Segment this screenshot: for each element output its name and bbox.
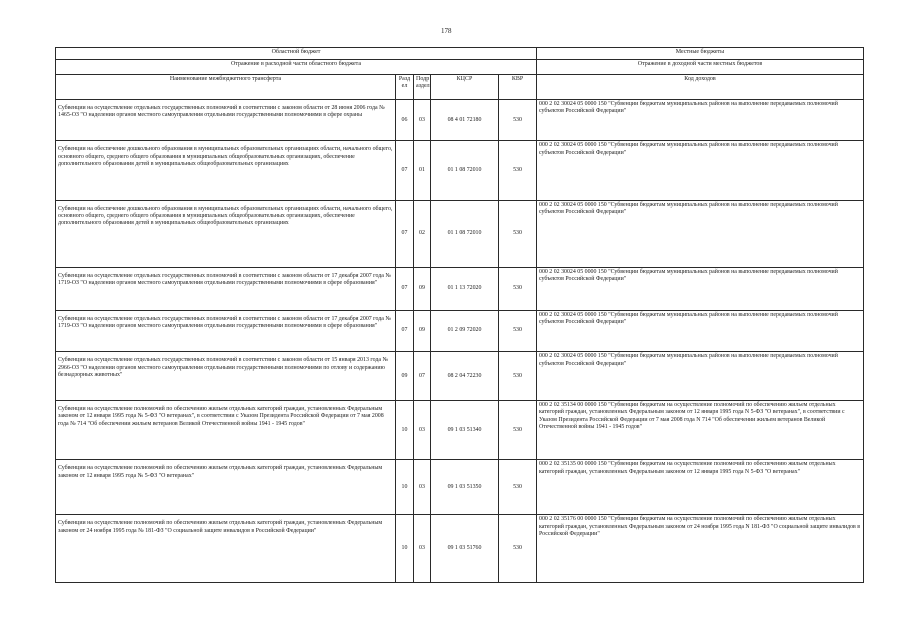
podrazdel-cell: 03 bbox=[414, 401, 431, 460]
kvr-cell: 530 bbox=[499, 310, 537, 352]
podrazdel-cell: 03 bbox=[414, 99, 431, 141]
podrazdel-cell: 09 bbox=[414, 268, 431, 311]
kcsr-cell: 01 1 08 72010 bbox=[431, 200, 499, 268]
transfer-name: Субвенции на осуществление полномочий по обеспечению жильем отдельных категорий граждан, установленных Федеральным законом от 12 января 1995 года № 5-ФЗ "О ветеранах", в соответствии с Указом Президента Российской Федерации от 7 мая 2008 года № 714 "Об обеспечении жильем ветеранов Великой Отечественной войны 1941 - 1945 годов" bbox=[56, 401, 396, 460]
header-row-sections bbox=[56, 60, 864, 75]
podrazdel-cell: 09 bbox=[414, 310, 431, 352]
kvr-cell: 530 bbox=[499, 352, 537, 401]
col-income-code-header: Код доходов bbox=[537, 74, 864, 99]
header-row-budgets bbox=[56, 48, 864, 60]
kvr-cell: 530 bbox=[499, 99, 537, 141]
table-row bbox=[56, 515, 864, 583]
razdel-cell: 06 bbox=[396, 99, 414, 141]
podrazdel-cell: 02 bbox=[414, 200, 431, 268]
kcsr-cell: 09 1 03 51760 bbox=[431, 515, 499, 583]
income-code-cell: 000 2 02 30024 05 0000 150 "Субвенции бюджетам муниципальных районов на выполнение передаваемых полномочий субъектов Российской Федерации" bbox=[537, 310, 864, 352]
razdel-cell: 10 bbox=[396, 460, 414, 515]
income-code-cell: 000 2 02 35134 00 0000 150 "Субвенции бюджетам на осуществление полномочий по обеспечению жильем отдельных категорий граждан, установленных Федеральным законом от 12 января 1995 года N 5-ФЗ "О ветеранах", в соответствии с Указом Президента Российской Федерации от 7 мая 2008 года N 714 "Об обеспечении жильем ветеранов Великой Отечественной войны 1941 - 1945 годов" bbox=[537, 401, 864, 460]
transfer-name: Субвенции на осуществление полномочий по обеспечению жильем отдельных категорий граждан, установленных Федеральным законом от 12 января 1995 года № 5-ФЗ "О ветеранах" bbox=[56, 460, 396, 515]
kcsr-cell: 01 1 13 72020 bbox=[431, 268, 499, 311]
kcsr-cell: 09 1 03 51350 bbox=[431, 460, 499, 515]
podrazdel-cell: 03 bbox=[414, 515, 431, 583]
transfer-name: Субвенции на осуществление отдельных государственных полномочий в соответствии с законом области от 15 января 2013 года № 2966-ОЗ "О наделении органов местного самоуправления отдельными государственными полномочиями по отлову и содержанию безнадзорных животных" bbox=[56, 352, 396, 401]
kvr-cell: 530 bbox=[499, 401, 537, 460]
income-code-cell: 000 2 02 30024 05 0000 150 "Субвенции бюджетам муниципальных районов на выполнение передаваемых полномочий субъектов Российской Федерации" bbox=[537, 352, 864, 401]
table-row bbox=[56, 352, 864, 401]
table-row bbox=[56, 200, 864, 268]
col-kcsr-header: КЦСР bbox=[431, 74, 499, 99]
col-razdel-header: Разд ел bbox=[396, 74, 414, 99]
kvr-cell: 530 bbox=[499, 200, 537, 268]
transfer-name: Субвенции на обеспечение дошкольного образования в муниципальных образовательных организациях области, начального общего, основного общего, среднего общего образования в муниципальных общеобразовательных организациях, обеспечение дополнительного образования детей в муниципальных общеобразовательных организациях bbox=[56, 141, 396, 200]
razdel-cell: 07 bbox=[396, 200, 414, 268]
table-row bbox=[56, 401, 864, 460]
razdel-cell: 10 bbox=[396, 401, 414, 460]
income-code-cell: 000 2 02 30024 05 0000 150 "Субвенции бюджетам муниципальных районов на выполнение передаваемых полномочий субъектов Российской Федерации" bbox=[537, 268, 864, 311]
kvr-cell: 530 bbox=[499, 515, 537, 583]
podrazdel-cell: 03 bbox=[414, 460, 431, 515]
podrazdel-cell: 01 bbox=[414, 141, 431, 200]
income-code-cell: 000 2 02 30024 05 0000 150 "Субвенции бюджетам муниципальных районов на выполнение передаваемых полномочий субъектов Российской Федерации" bbox=[537, 99, 864, 141]
income-code-cell: 000 2 02 30024 05 0000 150 "Субвенции бюджетам муниципальных районов на выполнение передаваемых полномочий субъектов Российской Федерации" bbox=[537, 200, 864, 268]
transfer-name: Субвенции на обеспечение дошкольного образования в муниципальных образовательных организациях области, начального общего, основного общего, среднего общего образования в муниципальных общеобразовательных организациях, обеспечение дополнительного образования детей в муниципальных общеобразовательных организациях bbox=[56, 200, 396, 268]
income-code-cell: 000 2 02 30024 05 0000 150 "Субвенции бюджетам муниципальных районов на выполнение передаваемых полномочий субъектов Российской Федерации" bbox=[537, 141, 864, 200]
table-row bbox=[56, 141, 864, 200]
col-kvr-header: КВР bbox=[499, 74, 537, 99]
table-row bbox=[56, 460, 864, 515]
regional-budget-header: Областной бюджет bbox=[56, 48, 537, 60]
kcsr-cell: 01 2 09 72020 bbox=[431, 310, 499, 352]
table-row bbox=[56, 310, 864, 352]
razdel-cell: 07 bbox=[396, 268, 414, 311]
col-name-header: Наименование межбюджетного трансферта bbox=[56, 74, 396, 99]
col-podrazdel-header: Подр аздел bbox=[414, 74, 431, 99]
income-code-cell: 000 2 02 35176 00 0000 150 "Субвенции бюджетам на осуществление полномочий по обеспечению жильем отдельных категорий граждан, установленных Федеральным законом от 24 ноября 1995 года N 181-ФЗ "О социальной защите инвалидов в Российской Федерации" bbox=[537, 515, 864, 583]
page-number: 178 bbox=[441, 27, 452, 35]
razdel-cell: 07 bbox=[396, 141, 414, 200]
kvr-cell: 530 bbox=[499, 141, 537, 200]
kcsr-cell: 08 2 04 72230 bbox=[431, 352, 499, 401]
kcsr-cell: 01 1 08 72010 bbox=[431, 141, 499, 200]
transfer-name: Субвенции на осуществление отдельных государственных полномочий в соответствии с законом области от 28 июня 2006 года № 1465-ОЗ "О наделении органов местного самоуправления отдельными государственными полномочиями в сфере охраны bbox=[56, 99, 396, 141]
table-row bbox=[56, 99, 864, 141]
razdel-cell: 07 bbox=[396, 310, 414, 352]
table-row bbox=[56, 268, 864, 311]
razdel-cell: 09 bbox=[396, 352, 414, 401]
transfer-name: Субвенции на осуществление полномочий по обеспечению жильем отдельных категорий граждан, установленных Федеральным законом от 24 ноября 1995 года № 181-ФЗ "О социальной защите инвалидов в Российской Федерации" bbox=[56, 515, 396, 583]
kvr-cell: 530 bbox=[499, 460, 537, 515]
income-code-cell: 000 2 02 35135 00 0000 150 "Субвенции бюджетам на осуществление полномочий по обеспечению жильем отдельных категорий граждан, установленных Федеральным законом от 12 января 1995 года N 5-ФЗ "О ветеранах" bbox=[537, 460, 864, 515]
kcsr-cell: 08 4 01 72180 bbox=[431, 99, 499, 141]
podrazdel-cell: 07 bbox=[414, 352, 431, 401]
regional-expense-header: Отражение в расходной части областного бюджета bbox=[56, 60, 537, 75]
transfer-name: Субвенции на осуществление отдельных государственных полномочий в соответствии с законом области от 17 декабря 2007 года № 1719-ОЗ "О наделении органов местного самоуправления отдельными государственными полномочиями в сфере образования" bbox=[56, 268, 396, 311]
kvr-cell: 530 bbox=[499, 268, 537, 311]
transfer-name: Субвенции на осуществление отдельных государственных полномочий в соответствии с законом области от 17 декабря 2007 года № 1719-ОЗ "О наделении органов местного самоуправления отдельными государственными полномочиями в сфере образования" bbox=[56, 310, 396, 352]
local-income-header: Отражение в доходной части местных бюджетов bbox=[537, 60, 864, 75]
razdel-cell: 10 bbox=[396, 515, 414, 583]
kcsr-cell: 09 1 03 51340 bbox=[431, 401, 499, 460]
header-row-columns bbox=[56, 74, 864, 99]
local-budgets-header: Местные бюджеты bbox=[537, 48, 864, 60]
transfers-table bbox=[55, 47, 864, 583]
